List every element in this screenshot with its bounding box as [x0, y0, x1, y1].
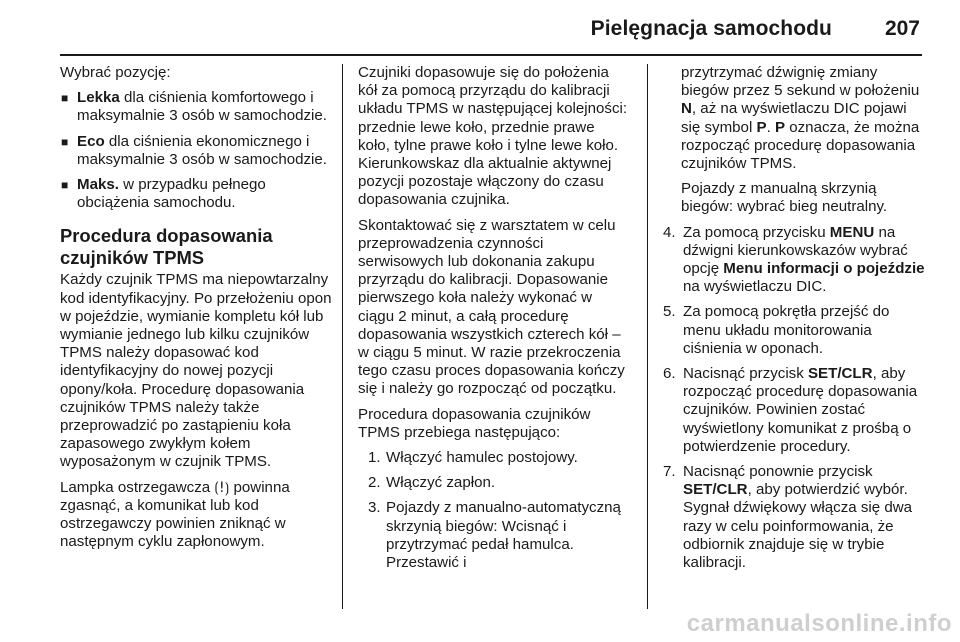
body-paragraph: Lampka ostrzegawcza ⟮!⟯ powinna zgasnąć, a komunikat lub kod ostrzegawczy powinien zniknąć w następnym cyklu zapłonowym. — [60, 478, 290, 551]
option-label: Lekka — [77, 89, 120, 107]
menu-button-label: MENU — [829, 223, 875, 241]
page-title: Pielęgnacja samochodu — [590, 17, 832, 40]
body-paragraph: Czujniki dopasowuje się do położenia kół za pomocą przyrządu do kalibracji układu TPMS w następującej kolejności: przednie lewe koło, przednie prawe koło, tylne prawe koło i tylne lewe koło. Kierunkowskaz dla aktualnie aktywnej pozycji pozostaje włączony do czasu dopasowania czujnika. — [358, 64, 628, 209]
step-number: 7. — [663, 463, 676, 481]
list-item — [60, 176, 332, 212]
column-2 — [358, 64, 630, 579]
option-description: dla ciśnienia ekonomicznego i maksymalnie 3 osób w samochodzie. — [77, 132, 327, 168]
column-divider-2 — [647, 64, 648, 609]
step-text: Za pomocą przycisku MENU na dźwigni kierunkowskazów wybrać opcję Menu informacji o pojeździe na wyświetlaczu DIC. — [683, 223, 925, 296]
step-text: Pojazdy z manualno-automatyczną skrzynią biegów: Wcisnąć i przytrzymać pedał hamulca. Przestawić i — [386, 499, 621, 572]
menu-option-label: Menu informacji o pojeździe — [723, 260, 925, 278]
header-rule — [60, 54, 922, 56]
bullet-icon: ■ — [61, 91, 69, 106]
symbol-p: P — [774, 118, 786, 136]
step-continuation: Pojazdy z manualną skrzynią biegów: wybrać bieg neutralny. — [681, 180, 888, 216]
page-number: 207 — [884, 17, 920, 40]
step-text: Nacisnąć przycisk SET/CLR, aby rozpocząć procedurę dopasowania czujników. Powinien zostać wyświetlony komunikat z prośbą o potwierdzenie procedury. — [683, 365, 918, 455]
bullet-icon: ■ — [61, 178, 69, 193]
column-divider-1 — [342, 64, 343, 609]
list-item — [663, 224, 926, 297]
set-clr-button-label: SET/CLR — [807, 365, 873, 383]
list-item — [358, 474, 630, 492]
list-item — [60, 89, 332, 125]
step-text: Za pomocą pokrętła przejść do menu układu monitorowania ciśnienia w oponach. — [683, 303, 890, 357]
step-continuation: przytrzymać dźwignię zmiany biegów przez 5 sekund w położeniu N, aż na wyświetlaczu DIC pojawi się symbol P. P oznacza, że można rozpocząć procedurę dopasowania czujników TPMS. — [681, 64, 920, 173]
tire-pressure-warning-icon: ⟮!⟯ — [214, 479, 230, 496]
body-paragraph: Skontaktować się z warsztatem w celu przeprowadzenia czynności serwisowych lub dokonania zakupu przyrządu do kalibracji. Dopasowanie pierwszego koła należy wykonać w ciągu 2 minut, a całą procedurę dopasowania wszystkich czterech kół – w ciągu 5 minut. W razie przekroczenia tego czasu proces dopasowania kończy się i należy go rozpocząć od początku. — [358, 216, 625, 398]
column-3 — [663, 64, 926, 579]
option-label: Eco — [77, 132, 105, 150]
step-number: 4. — [663, 223, 676, 241]
step-text: Włączyć hamulec postojowy. — [386, 449, 578, 467]
list-item — [663, 463, 926, 572]
list-item — [358, 449, 630, 467]
option-description: dla ciśnienia komfortowego i maksymalnie 3 osób w samochodzie. — [77, 89, 327, 125]
gear-position-n: N — [681, 100, 692, 118]
step-text: Włączyć zapłon. — [386, 474, 496, 492]
option-label: Maks. — [77, 176, 119, 194]
body-paragraph: Procedura dopasowania czujników TPMS przebiega następująco: — [358, 405, 591, 441]
step-number: 1. — [368, 449, 381, 467]
section-heading: Procedura dopasowania czujników TPMS — [60, 225, 273, 269]
list-item — [663, 303, 926, 358]
page-header — [0, 0, 960, 56]
body-paragraph: Każdy czujnik TPMS ma niepowtarzalny kod identyfikacyjny. Po przełożeniu opon w pojeździe, wymianie kompletu kół lub wymianie jednego lub kilku czujników TPMS należy dopasować kod identyfikacyjny do nowej pozycji opony/koła. Procedurę dopasowania czujników TPMS należy także przeprowadzić po zastąpieniu koła zapasowego zwykłym kołem wyposażonym w czujnik TPMS. — [60, 271, 332, 471]
list-item — [358, 499, 630, 572]
symbol-p: P — [756, 118, 767, 136]
step-number: 5. — [663, 303, 676, 321]
option-description: w przypadku pełnego obciążenia samochodu. — [77, 176, 266, 212]
step-number: 2. — [368, 474, 381, 492]
intro-text: Wybrać pozycję: — [60, 64, 171, 81]
step-number: 3. — [368, 499, 381, 517]
step-number: 6. — [663, 365, 676, 383]
bullet-icon: ■ — [61, 134, 69, 149]
column-1 — [60, 64, 332, 558]
list-item — [60, 133, 332, 169]
watermark: carmanualsonline.info — [686, 610, 952, 637]
step-text: Nacisnąć ponownie przycisk SET/CLR, aby potwierdzić wybór. Sygnał dźwiękowy włącza się dwa razy w celu poinformowania, że odbiornik znajduje się w trybie kalibracji. — [683, 463, 913, 572]
list-item — [663, 365, 926, 456]
set-clr-button-label: SET/CLR — [683, 481, 748, 499]
